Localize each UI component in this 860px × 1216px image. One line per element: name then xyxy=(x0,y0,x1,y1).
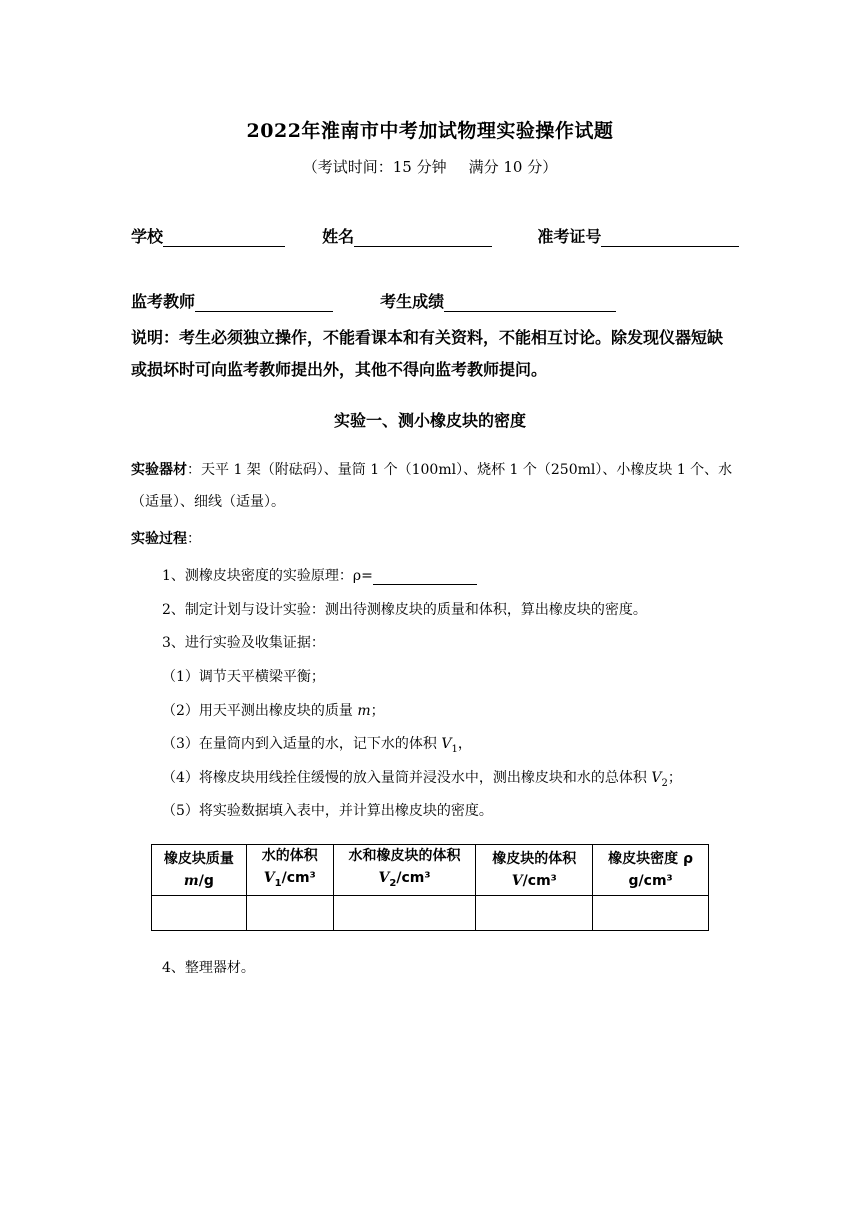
volume-subscript: 2 xyxy=(661,777,668,789)
header-subscript: 2 xyxy=(389,877,397,889)
volume-variable: V xyxy=(651,770,662,786)
table-header-row xyxy=(152,845,709,896)
header-unit: /cm³ xyxy=(522,873,557,889)
header-unit: /g xyxy=(198,873,214,889)
name-label: 姓名 xyxy=(322,227,355,246)
substep-4-end: ； xyxy=(667,770,682,786)
school-field[interactable] xyxy=(163,228,285,247)
substep-2-text: （2）用天平测出橡皮块的质量 xyxy=(162,703,358,719)
header-label: 橡皮块密度 ρ xyxy=(608,851,694,867)
header-variable: V xyxy=(511,873,523,889)
header-subscript: 1 xyxy=(274,877,282,889)
header-unit: /cm³ xyxy=(396,870,431,887)
substep-1: （1）调节天平横梁平衡； xyxy=(162,669,325,685)
table-cell-volume[interactable] xyxy=(476,896,593,931)
page-title: 2022年淮南市中考加试物理实验操作试题 xyxy=(246,120,614,142)
header-cell xyxy=(476,845,593,896)
substep-2 xyxy=(162,700,385,720)
step-1-text: 1、测橡皮块密度的实验原理：ρ= xyxy=(162,568,373,584)
proctor-field[interactable] xyxy=(195,293,333,312)
substep-4-text: （4）将橡皮块用线拴住缓慢的放入量筒并浸没水中，测出橡皮块和水的总体积 xyxy=(162,770,652,786)
proctor-info-row xyxy=(131,289,616,312)
instructions-note: 说明：考生必须独立操作，不能看课本和有关资料，不能相互讨论。除发现仪器短缺或损坏时可向监考教师提出外，其他不得向监考教师提问。 xyxy=(131,328,724,379)
substep-3 xyxy=(162,733,472,755)
exam-time: （考试时间：15 分钟 xyxy=(302,158,447,176)
equipment-text: ：天平 1 架（附砝码）、量筒 1 个（100ml）、烧杯 1 个（250ml）、小橡皮块 1 个、水（适量）、细线（适量）。 xyxy=(131,462,733,510)
substep-4 xyxy=(162,767,682,789)
header-variable: m xyxy=(183,873,199,889)
grade-field[interactable] xyxy=(444,293,616,312)
equipment-paragraph xyxy=(131,454,737,518)
formula-blank[interactable] xyxy=(373,570,477,585)
header-label: 橡皮块的体积 xyxy=(492,851,577,867)
data-table xyxy=(151,844,709,931)
header-cell xyxy=(333,845,476,896)
substep-2-end: ； xyxy=(370,703,385,719)
header-variable: V xyxy=(378,870,390,887)
school-label: 学校 xyxy=(131,227,164,246)
header-label: 水的体积 xyxy=(261,848,318,865)
grade-label: 考生成绩 xyxy=(380,292,445,311)
header-variable: V xyxy=(263,870,275,887)
substep-5: （5）将实验数据填入表中，并计算出橡皮块的密度。 xyxy=(162,803,493,819)
mass-variable: m xyxy=(357,703,371,719)
student-info-row xyxy=(131,224,739,247)
step-3: 3、进行实验及收集证据： xyxy=(162,635,325,651)
ticket-field[interactable] xyxy=(601,228,739,247)
ticket-label: 准考证号 xyxy=(537,227,602,246)
step-4: 4、整理器材。 xyxy=(162,960,255,976)
table-cell-mass[interactable] xyxy=(152,896,247,931)
exam-info xyxy=(0,156,860,177)
table-cell-v1[interactable] xyxy=(246,896,333,931)
header-cell xyxy=(593,845,709,896)
header-label: 水和橡皮块的体积 xyxy=(348,848,461,865)
experiment-title: 实验一、测小橡皮块的密度 xyxy=(333,411,526,430)
header-cell xyxy=(246,845,333,896)
header-label: 橡皮块质量 xyxy=(163,851,234,867)
table-row xyxy=(152,896,709,931)
substep-3-end: ， xyxy=(457,736,472,752)
substep-3-text: （3）在量筒内到入适量的水，记下水的体积 xyxy=(162,736,442,752)
header-unit: g/cm³ xyxy=(628,873,673,889)
volume-variable: V xyxy=(441,736,452,752)
exam-score: 满分 10 分） xyxy=(468,158,558,176)
process-colon: ： xyxy=(187,531,201,547)
table-cell-density[interactable] xyxy=(593,896,709,931)
step-2: 2、制定计划与设计实验：测出待测橡皮块的质量和体积，算出橡皮块的密度。 xyxy=(162,602,647,618)
volume-subscript: 1 xyxy=(451,743,458,755)
step-1 xyxy=(162,565,477,585)
name-field[interactable] xyxy=(354,228,492,247)
proctor-label: 监考教师 xyxy=(131,292,196,311)
header-unit: /cm³ xyxy=(281,870,316,887)
header-cell xyxy=(152,845,247,896)
process-label: 实验过程 xyxy=(131,531,187,547)
process-heading xyxy=(131,524,201,554)
equipment-label: 实验器材 xyxy=(131,462,187,478)
table-cell-v2[interactable] xyxy=(333,896,476,931)
